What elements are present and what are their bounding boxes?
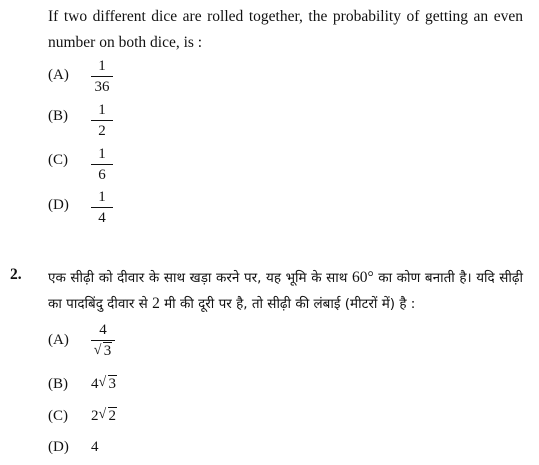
square-root <box>99 376 118 393</box>
fraction-denominator <box>91 343 115 360</box>
question-1-text: If two different dice are rolled together, the probability of getting an even number on both dice, is : <box>48 8 523 51</box>
question-2-distance: 2 <box>152 295 160 312</box>
square-root <box>94 343 113 360</box>
option-label: (B) <box>48 108 68 124</box>
option-value <box>91 376 117 393</box>
fraction-numerator: 4 <box>99 322 107 338</box>
fraction-numerator: 1 <box>98 102 106 118</box>
fraction-bar <box>91 76 113 77</box>
fraction-bar <box>91 164 113 165</box>
question-2-text-part3: मी की दूरी पर है, तो सीढ़ी की लंबाई (मीटरों में) है : <box>159 296 416 312</box>
option-label: (C) <box>48 408 68 424</box>
fraction-bar <box>91 340 115 341</box>
question-2-number: 2. <box>10 266 22 283</box>
fraction-numerator: 1 <box>98 189 106 205</box>
fraction-denominator: 4 <box>98 210 106 226</box>
option-fraction <box>91 58 113 96</box>
fraction-numerator: 1 <box>98 146 106 162</box>
fraction-bar <box>91 207 113 208</box>
option-label: (C) <box>48 152 68 168</box>
coefficient: 2 <box>91 408 99 424</box>
fraction-denominator: 6 <box>98 167 106 183</box>
coefficient: 4 <box>91 376 99 392</box>
fraction-bar <box>91 120 113 121</box>
square-root <box>99 408 118 425</box>
option-label: (A) <box>48 67 69 83</box>
option-fraction <box>91 146 113 184</box>
fraction-denominator: 36 <box>94 79 110 95</box>
fraction-numerator: 1 <box>98 58 106 74</box>
option-label: (A) <box>48 332 69 348</box>
fraction-denominator: 2 <box>98 123 106 139</box>
question-2-text <box>48 265 523 317</box>
radical-sign-icon: √ <box>98 407 107 422</box>
option-fraction <box>91 102 113 140</box>
option-fraction <box>91 189 113 227</box>
option-value <box>91 408 117 425</box>
radical-sign-icon: √ <box>98 375 107 390</box>
question-2-text-part1: एक सीढ़ी को दीवार के साथ खड़ा करने पर, यह भूमि के साथ <box>48 270 352 286</box>
option-label: (B) <box>48 376 68 392</box>
question-2-angle: 60° <box>351 269 374 286</box>
option-fraction <box>91 322 115 360</box>
question-2-text-part2: का कोण बनाती है। यदि सीढ़ी का पादबिंदु दीवार से <box>48 270 523 312</box>
radicand: 2 <box>108 408 116 424</box>
radical-sign-icon: √ <box>93 343 102 358</box>
radicand: 3 <box>103 343 112 359</box>
option-label: (D) <box>48 439 69 455</box>
option-label: (D) <box>48 197 69 213</box>
option-value: 4 <box>91 439 99 455</box>
radicand: 3 <box>108 376 116 392</box>
